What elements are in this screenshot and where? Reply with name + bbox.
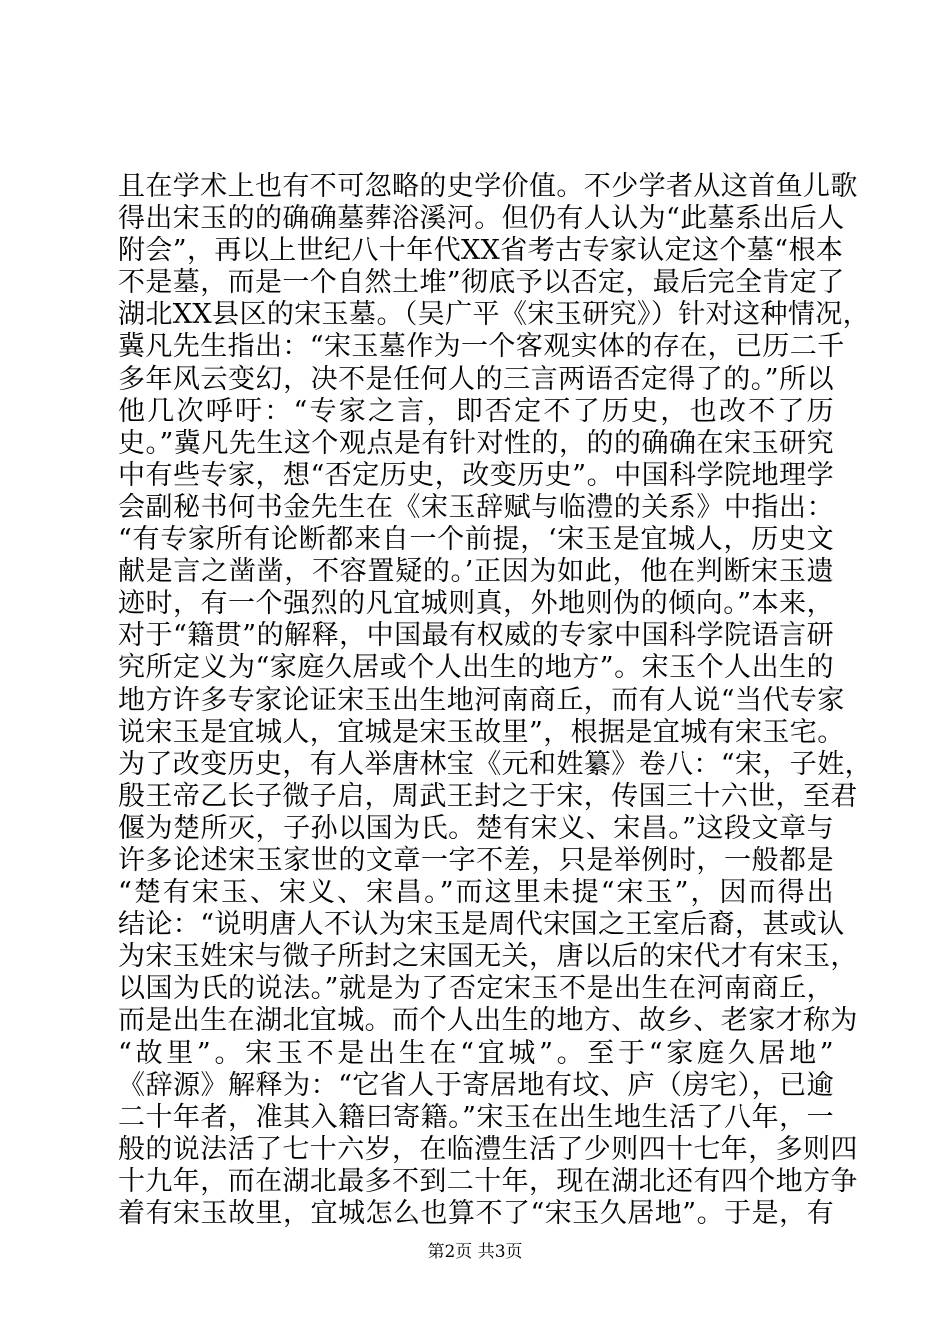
text-line: “楚有宋玉、宋义、宋昌。”而这里未提“宋玉”，因而得出 (118, 877, 834, 909)
text-line: “有专家所有论断都来自一个前提，‘宋玉是宜城人，历史文 (118, 524, 834, 556)
text-line: 究所定义为“家庭久居或个人出生的地方”。宋玉个人出生的 (118, 652, 834, 684)
text-line: 为了改变历史，有人举唐林宝《元和姓纂》卷八：“宋，子姓， (118, 748, 873, 780)
text-line: 会副秘书何书金先生在《宋玉辞赋与临澧的关系》中指出： (118, 491, 834, 523)
text-line: 地方许多专家论证宋玉出生地河南商丘，而有人说“当代专家 (118, 684, 845, 716)
text-line: 对于“籍贯”的解释，中国最有权威的专家中国科学院语言研 (118, 620, 834, 652)
body-text (118, 171, 873, 1230)
text-line: 附会”，再以上世纪八十年代XX省考古专家认定这个墓“根本 (118, 235, 844, 267)
text-line: 着有宋玉故里，宜城怎么也算不了“宋玉久居地”。于是，有 (118, 1198, 834, 1229)
text-line: 迹时，有一个强烈的凡宜城则真，外地则伪的倾向。”本来， (118, 588, 834, 620)
text-line: 二十年者，准其入籍曰寄籍。”宋玉在出生地生活了八年，一 (118, 1101, 834, 1133)
text-line: 史。”冀凡先生这个观点是有针对性的，的的确确在宋玉研究 (118, 427, 834, 459)
text-line: 湖北XX县区的宋玉墓。（吴广平《宋玉研究》）针对这种情况， (118, 299, 871, 331)
text-line: 而是出生在湖北宜城。而个人出生的地方、故乡、老家才称为 (118, 1005, 858, 1037)
text-line: 得出宋玉的的确确墓葬浴溪河。但仍有人认为“此墓系出后人 (118, 203, 845, 235)
text-line: 他几次呼吁：“专家之言，即否定不了历史，也改不了历 (118, 395, 834, 427)
text-line: 般的说法活了七十六岁，在临澧生活了少则四十七年，多则四 (118, 1133, 858, 1165)
text-line: 为宋玉姓宋与微子所封之宋国无关，唐以后的宋代才有宋玉， (118, 941, 858, 973)
text-line: 多年风云变幻，决不是任何人的三言两语否定得了的。”所以 (118, 363, 834, 395)
text-line: 以国为氏的说法。”就是为了否定宋玉不是出生在河南商丘， (118, 973, 834, 1005)
text-line: 殷王帝乙长子微子启，周武王封之于宋，传国三十六世，至君 (118, 780, 858, 812)
text-line: 偃为楚所灭，子孙以国为氏。楚有宋义、宋昌。”这段文章与 (118, 812, 834, 844)
text-line: “故里”。宋玉不是出生在“宜城”。至于“家庭久居地” (118, 1037, 834, 1069)
text-line: 十九年，而在湖北最多不到二十年，现在湖北还有四个地方争 (118, 1165, 858, 1197)
text-line: 《辞源》解释为：“它省人于寄居地有坟、庐（房宅），已逾 (118, 1069, 834, 1101)
page-number: 第2页 共3页 (427, 1242, 523, 1262)
text-line: 不是墓，而是一个自然土堆”彻底予以否定，最后完全肯定了 (118, 267, 845, 299)
text-line: 中有些专家，想“否定历史，改变历史”。中国科学院地理学 (118, 459, 834, 491)
text-line: 献是言之凿凿，不容置疑的。’正因为如此，他在判断宋玉遗 (118, 556, 834, 588)
text-line: 结论：“说明唐人不认为宋玉是周代宋国之王室后裔，甚或认 (118, 909, 845, 941)
text-line: 且在学术上也有不可忽略的史学价值。不少学者从这首鱼儿歌 (118, 171, 858, 202)
text-line: 冀凡先生指出：“宋玉墓作为一个客观实体的存在，已历二千 (118, 331, 845, 363)
text-line: 许多论述宋玉家世的文章一字不差，只是举例时，一般都是 (118, 844, 834, 876)
text-line: 说宋玉是宜城人，宜城是宋玉故里”，根据是宜城有宋玉宅。 (118, 716, 845, 748)
page-footer (0, 1241, 950, 1263)
